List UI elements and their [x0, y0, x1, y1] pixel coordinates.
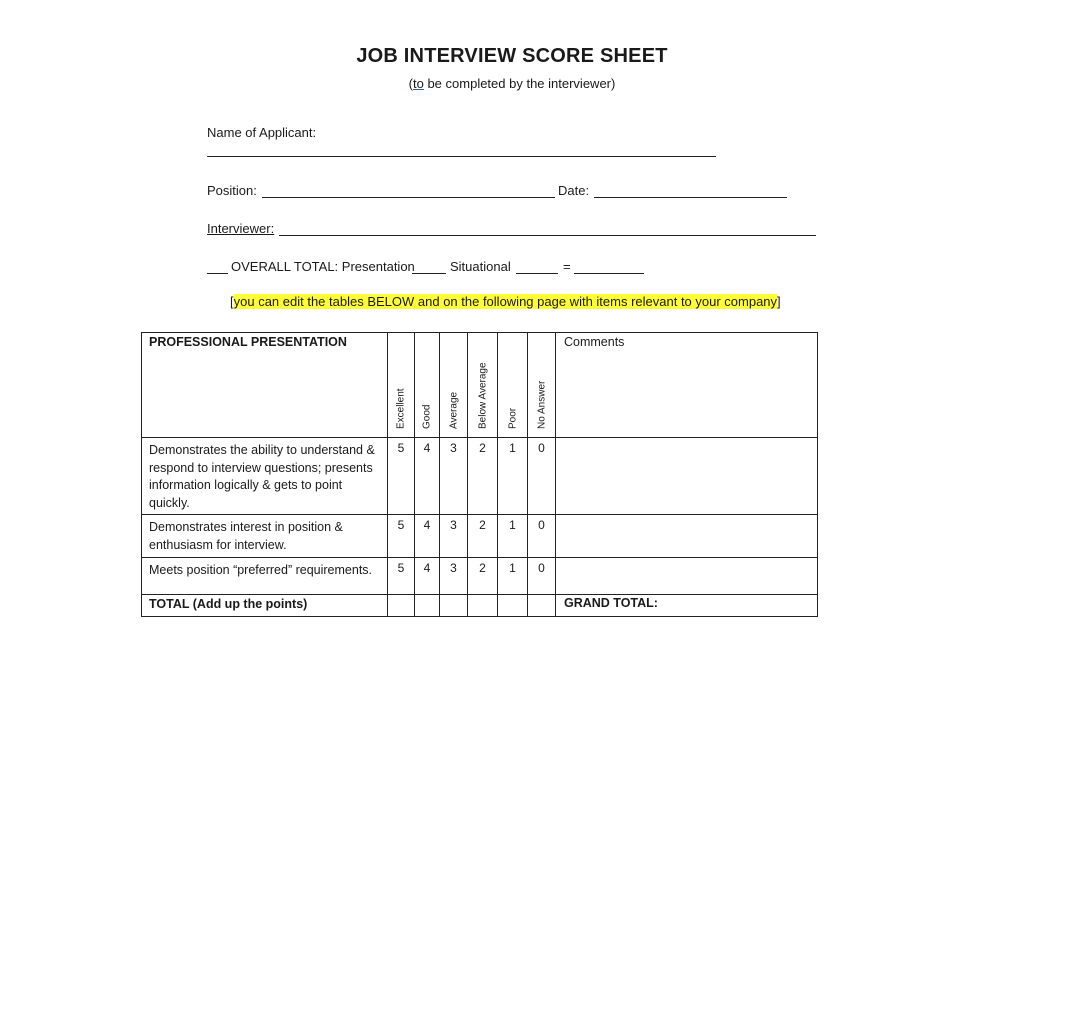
rating-header-average	[440, 333, 468, 438]
score-cell[interactable]: 0	[528, 515, 556, 558]
comments-cell[interactable]	[556, 558, 818, 595]
grand-total-label: GRAND TOTAL:	[556, 595, 818, 617]
score-cell[interactable]: 5	[388, 515, 415, 558]
applicant-name-label: Name of Applicant:	[207, 125, 317, 140]
situational-total-field[interactable]	[516, 273, 558, 274]
rating-header-no-answer	[528, 333, 556, 438]
score-cell[interactable]: 5	[388, 438, 415, 515]
score-cell[interactable]: 3	[440, 558, 468, 595]
score-cell[interactable]: 2	[468, 558, 498, 595]
section-title: PROFESSIONAL PRESENTATION	[142, 333, 388, 438]
header-tick	[467, 333, 468, 353]
score-table	[141, 332, 818, 617]
rating-label: Below Average	[477, 362, 488, 429]
score-cell[interactable]: 4	[415, 558, 440, 595]
date-field[interactable]	[594, 197, 787, 198]
subtitle-underlined-word: to	[413, 76, 424, 91]
header-tick	[439, 333, 440, 363]
subtitle-rest: be completed by the interviewer)	[423, 76, 616, 91]
date-label: Date:	[558, 183, 590, 198]
comments-cell[interactable]	[556, 438, 818, 515]
header-tick	[414, 333, 415, 373]
equals-sign: =	[563, 259, 571, 274]
comments-label: Comments	[564, 335, 625, 349]
rating-header-below-average	[468, 333, 498, 438]
criterion-cell: Meets position “preferred” requirements.	[142, 558, 388, 595]
page-title: JOB INTERVIEW SCORE SHEET	[356, 45, 668, 67]
situational-label: Situational	[450, 259, 511, 274]
position-label: Position:	[207, 183, 257, 198]
rating-header-good	[415, 333, 440, 438]
total-row	[142, 595, 818, 617]
score-cell[interactable]: 0	[528, 438, 556, 515]
rating-label: Poor	[507, 407, 518, 429]
presentation-total-field[interactable]	[412, 273, 446, 274]
table-row	[142, 515, 818, 558]
score-cell[interactable]: 4	[415, 438, 440, 515]
overall-total-label: OVERALL TOTAL: Presentation	[231, 259, 415, 274]
edit-note	[230, 294, 781, 309]
score-cell[interactable]: 4	[415, 515, 440, 558]
score-cell[interactable]: 3	[440, 438, 468, 515]
score-cell[interactable]: 1	[498, 515, 528, 558]
rating-label: Excellent	[395, 388, 407, 429]
table-header-row	[142, 333, 818, 438]
applicant-name-field[interactable]	[207, 156, 716, 157]
rating-header-poor	[498, 333, 528, 438]
rating-label: Average	[448, 391, 459, 429]
note-close-bracket: ]	[777, 294, 781, 309]
position-field[interactable]	[262, 197, 555, 198]
score-cell[interactable]: 0	[528, 558, 556, 595]
rating-label: No Answer	[536, 380, 547, 429]
total-cell[interactable]	[528, 595, 556, 617]
criterion-cell: Demonstrates the ability to understand & respond to interview questions; presents information logically & gets to point quickly.	[142, 438, 388, 515]
note-highlight-text: you can edit the tables BELOW and on the following page with items relevant to your company	[233, 294, 778, 309]
interviewer-label: Interviewer:	[207, 221, 275, 236]
comments-header	[556, 333, 818, 438]
header-tick	[555, 333, 556, 363]
total-cell[interactable]	[498, 595, 528, 617]
score-cell[interactable]: 2	[468, 515, 498, 558]
score-cell[interactable]: 1	[498, 558, 528, 595]
interviewer-field[interactable]	[279, 235, 816, 236]
subtitle-open: (	[408, 76, 413, 91]
total-label: TOTAL (Add up the points)	[142, 595, 388, 617]
rating-header-excellent	[388, 333, 415, 438]
criterion-cell: Demonstrates interest in position & enthusiasm for interview.	[142, 515, 388, 558]
rating-label: Good	[421, 404, 433, 429]
score-cell[interactable]: 1	[498, 438, 528, 515]
score-cell[interactable]: 5	[388, 558, 415, 595]
total-cell[interactable]	[388, 595, 415, 617]
total-cell[interactable]	[440, 595, 468, 617]
note-open-bracket: [	[230, 294, 234, 309]
grand-sum-field[interactable]	[574, 273, 644, 274]
score-cell[interactable]: 2	[468, 438, 498, 515]
overall-total-field[interactable]	[207, 273, 228, 274]
total-cell[interactable]	[468, 595, 498, 617]
table-row	[142, 558, 818, 595]
page-subtitle	[0, 76, 1024, 91]
table-row	[142, 438, 818, 515]
score-cell[interactable]: 3	[440, 515, 468, 558]
total-cell[interactable]	[415, 595, 440, 617]
comments-cell[interactable]	[556, 515, 818, 558]
